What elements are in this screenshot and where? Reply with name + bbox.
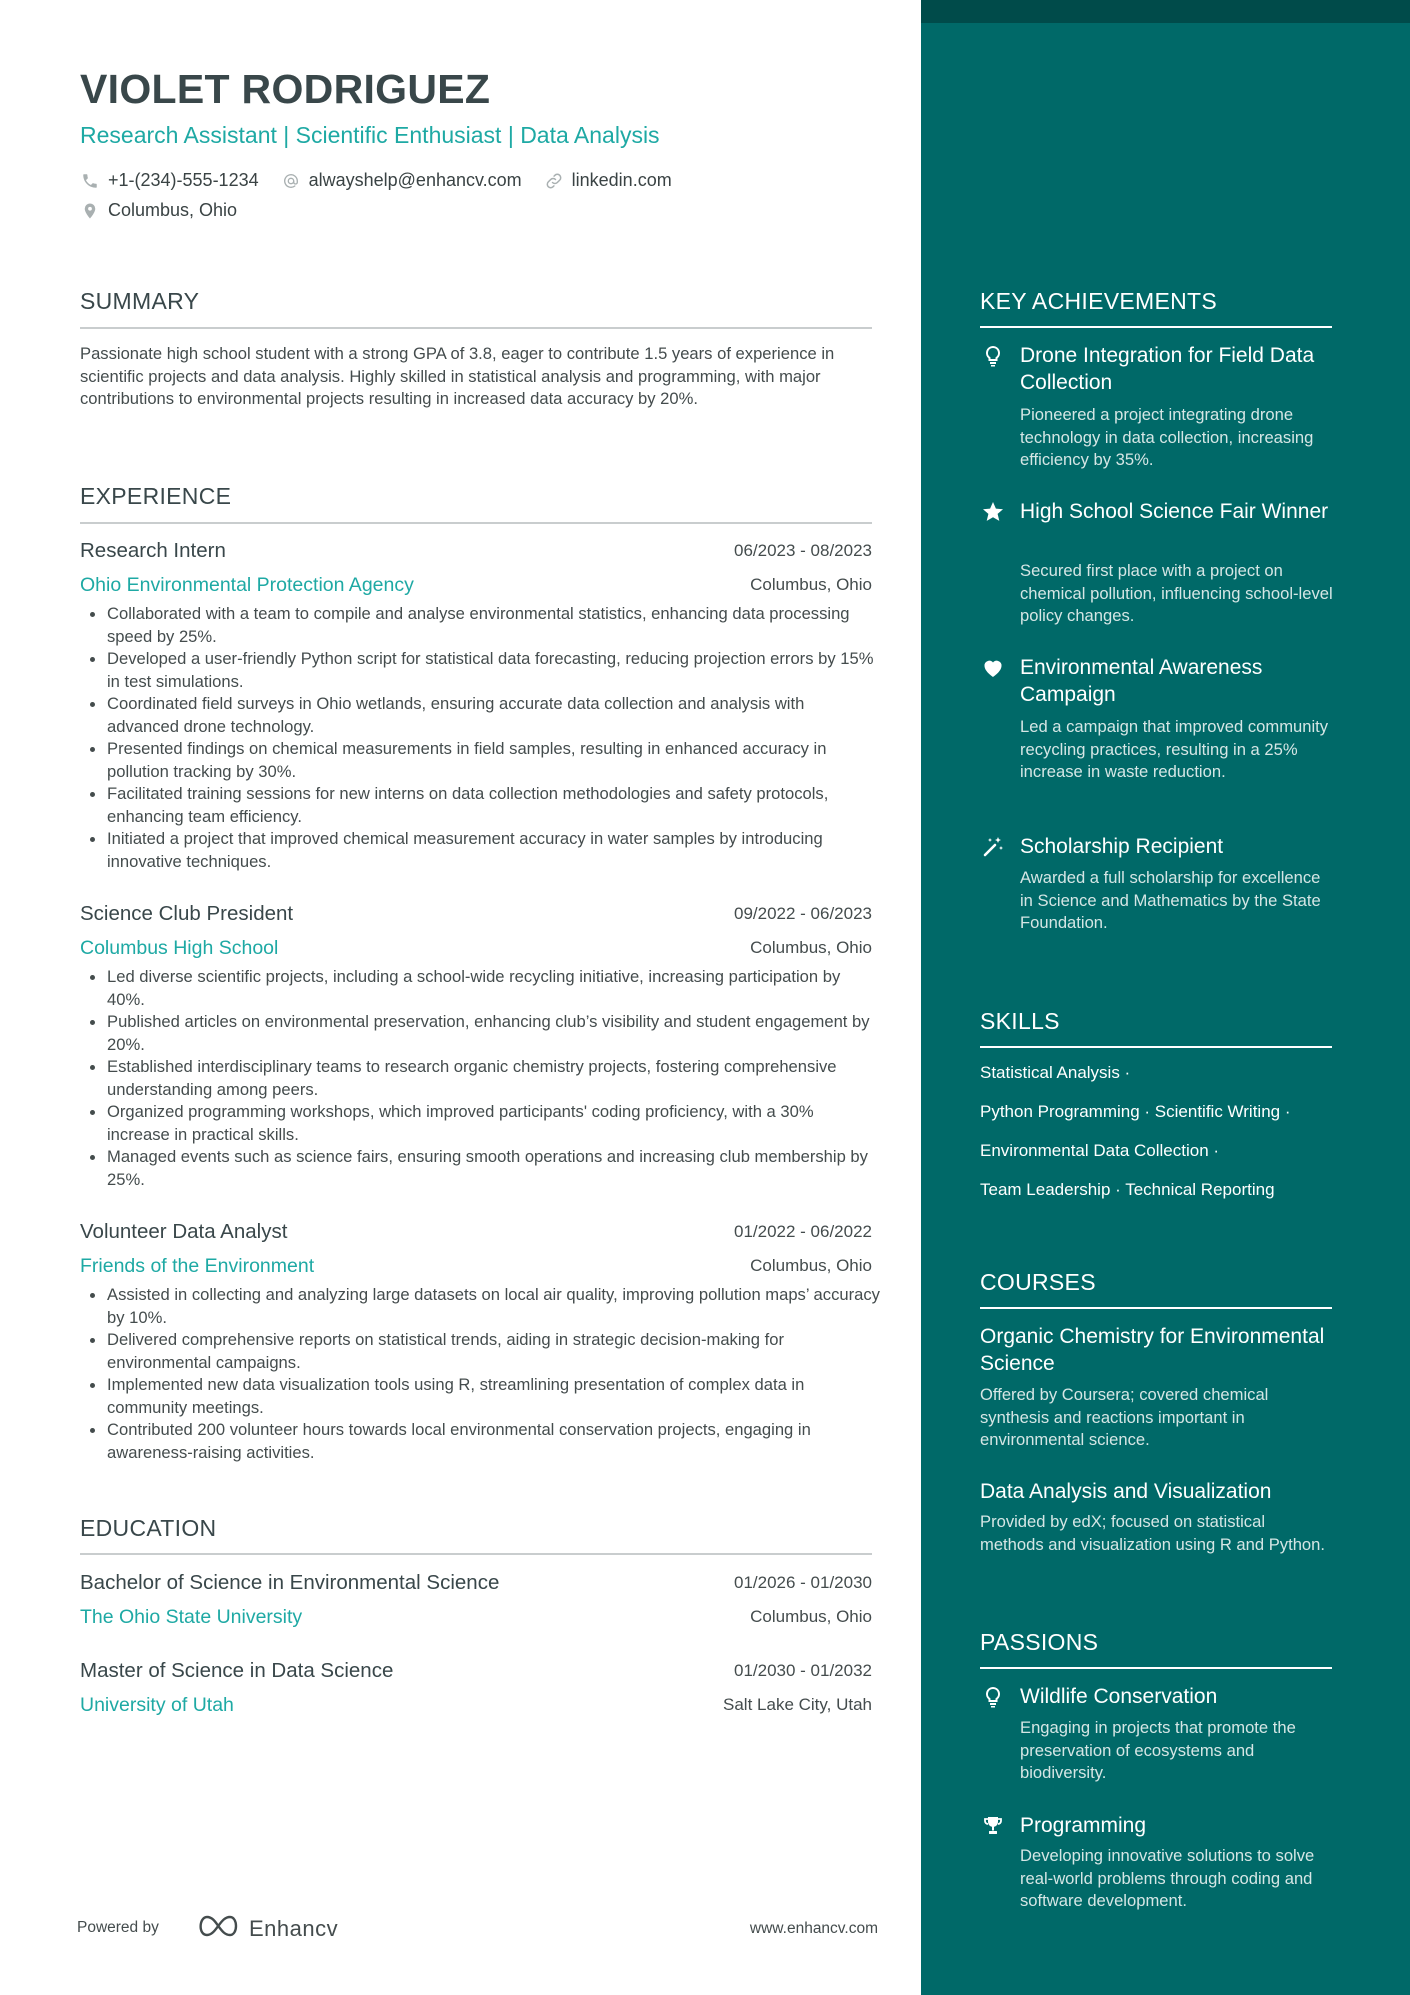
education-school: University of Utah [80, 1694, 234, 1716]
contact-location-row [80, 200, 259, 221]
bullet-item: Established interdisciplinary teams to research organic chemistry projects, fostering comprehensive understanding among peers. [80, 1056, 880, 1101]
achievement-desc: Awarded a full scholarship for excellence in Science and Mathematics by the State Foundation. [1020, 868, 1321, 932]
education-degree: Bachelor of Science in Environmental Science [80, 1571, 500, 1594]
phone-icon [80, 171, 100, 191]
lightbulb-icon [980, 1684, 1006, 1710]
education-location: Columbus, Ohio [750, 1607, 872, 1626]
experience-heading: EXPERIENCE [80, 483, 232, 509]
experience-location: Columbus, Ohio [750, 575, 872, 594]
bullet-item: Assisted in collecting and analyzing large datasets on local air quality, improving pollution maps’ accuracy by 10%. [80, 1284, 880, 1329]
candidate-name: VIOLET RODRIGUEZ [80, 66, 491, 112]
bullet-item: Contributed 200 volunteer hours towards local environmental conservation projects, engaging in awareness-raising activities. [80, 1419, 880, 1464]
course-desc: Offered by Coursera; covered chemical synthesis and reactions important in environmental science. [980, 1385, 1269, 1449]
achievement-desc: Secured first place with a project on chemical pollution, influencing school-level policy changes. [1020, 561, 1333, 625]
bullet-item: Facilitated training sessions for new interns on data collection methodologies and safety protocols, enhancing team efficiency. [80, 783, 880, 828]
skill-line: Statistical Analysis · [980, 1063, 1131, 1082]
footer-url[interactable]: www.enhancv.com [749, 1920, 878, 1937]
experience-org: Ohio Environmental Protection Agency [80, 574, 414, 596]
bullet-item: Managed events such as science fairs, ensuring smooth operations and increasing club membership by 25%. [80, 1146, 880, 1191]
passion-desc: Engaging in projects that promote the preservation of ecosystems and biodiversity. [1020, 1718, 1296, 1782]
skills-heading: SKILLS [980, 1008, 1060, 1034]
candidate-headline: Research Assistant | Scientific Enthusiast | Data Analysis [80, 122, 660, 148]
location-pin-icon [80, 201, 100, 221]
enhancv-logo[interactable] [195, 1913, 338, 1944]
education-location: Salt Lake City, Utah [723, 1695, 872, 1714]
courses-heading: COURSES [980, 1269, 1096, 1295]
experience-org: Friends of the Environment [80, 1255, 315, 1277]
experience-location: Columbus, Ohio [750, 938, 872, 957]
bullet-item: Coordinated field surveys in Ohio wetlands, ensuring accurate data collection and analysis with advanced drone technology. [80, 693, 880, 738]
experience-dates: 09/2022 - 06/2023 [733, 904, 872, 923]
heart-icon [980, 655, 1006, 681]
bullet-item: Led diverse scientific projects, including a school-wide recycling initiative, increasing participation by 40%. [80, 966, 880, 1011]
passions-heading: PASSIONS [980, 1629, 1099, 1655]
contact-row [80, 170, 694, 191]
bullet-item: Initiated a project that improved chemical measurement accuracy in water samples by introducing innovative techniques. [80, 828, 880, 873]
magic-wand-icon [980, 834, 1006, 860]
education-dates: 01/2030 - 01/2032 [733, 1661, 872, 1680]
bullet-item: Implemented new data visualization tools using R, streamlining presentation of complex data in community meetings. [80, 1374, 880, 1419]
location-text: Columbus, Ohio [108, 200, 238, 220]
lightbulb-icon [980, 343, 1006, 369]
achievement-title: Scholarship Recipient [1020, 835, 1224, 858]
education-divider [80, 1553, 872, 1555]
bullet-item: Organized programming workshops, which improved participants' coding proficiency, with a 30% increase in practical skills. [80, 1101, 880, 1146]
contact-link[interactable] [544, 170, 672, 191]
achievements-heading: KEY ACHIEVEMENTS [980, 288, 1218, 314]
passion-title: Wildlife Conservation [1020, 1685, 1218, 1708]
achievements-divider [980, 326, 1332, 328]
experience-divider [80, 522, 872, 524]
sidebar [921, 0, 1410, 1995]
experience-location: Columbus, Ohio [750, 1256, 872, 1275]
contact-phone [80, 170, 259, 191]
bullet-item: Delivered comprehensive reports on statistical trends, aiding in strategic decision-making for environmental campaigns. [80, 1329, 880, 1374]
summary-divider [80, 327, 872, 329]
achievement-title: High School Science Fair Winner [1020, 500, 1329, 523]
summary-text: Passionate high school student with a strong GPA of 3.8, eager to contribute 1.5 years of experience in scientific projects and data analysis. Highly skilled in statistical analysis and programming, with major contributions to environmental projects resulting in increased data accuracy by 20%. [80, 344, 835, 408]
star-icon [980, 499, 1006, 525]
skill-line: Environmental Data Collection · [980, 1141, 1220, 1160]
experience-role: Volunteer Data Analyst [80, 1220, 288, 1243]
experience-bullets [80, 603, 880, 873]
skills-divider [980, 1046, 1332, 1048]
course-title: Organic Chemistry for Environmental Science [980, 1325, 1325, 1375]
sidebar-top-band [921, 0, 1410, 23]
experience-dates: 06/2023 - 08/2023 [733, 541, 872, 560]
education-degree: Master of Science in Data Science [80, 1659, 394, 1682]
experience-bullets [80, 966, 880, 1191]
course-title: Data Analysis and Visualization [980, 1480, 1272, 1503]
link-icon [544, 171, 564, 191]
contact-location [80, 200, 237, 221]
email-text: alwayshelp@enhancv.com [308, 170, 522, 190]
powered-by-label: Powered by [77, 1919, 159, 1936]
education-heading: EDUCATION [80, 1515, 217, 1541]
experience-dates: 01/2022 - 06/2022 [733, 1222, 872, 1241]
bullet-item: Presented findings on chemical measurements in field samples, resulting in enhanced accuracy in pollution tracking by 30%. [80, 738, 880, 783]
passion-desc: Developing innovative solutions to solve real-world problems through coding and software development. [1020, 1846, 1315, 1910]
education-dates: 01/2026 - 01/2030 [733, 1573, 872, 1592]
bullet-item: Published articles on environmental preservation, enhancing club’s visibility and student engagement by 20%. [80, 1011, 880, 1056]
link-text: linkedin.com [571, 170, 672, 190]
experience-bullets [80, 1284, 880, 1464]
enhancv-logo-icon [195, 1913, 241, 1944]
phone-text: +1-(234)-555-1234 [108, 170, 259, 190]
skill-line: Python Programming · Scientific Writing · [980, 1102, 1291, 1121]
course-desc: Provided by edX; focused on statistical methods and visualization using R and Python. [980, 1512, 1325, 1554]
summary-heading: SUMMARY [80, 288, 200, 314]
achievement-desc: Pioneered a project integrating drone technology in data collection, increasing efficiency by 35%. [1020, 405, 1314, 469]
at-sign-icon [281, 171, 301, 191]
bullet-item: Developed a user-friendly Python script for statistical data forecasting, reducing projection errors by 15% in test simulations. [80, 648, 880, 693]
achievement-desc: Led a campaign that improved community recycling practices, resulting in a 25% increase in waste reduction. [1020, 717, 1329, 781]
courses-divider [980, 1307, 1332, 1309]
trophy-icon [980, 1813, 1006, 1839]
bullet-item: Collaborated with a team to compile and analyse environmental statistics, enhancing data processing speed by 25%. [80, 603, 880, 648]
skill-line: Team Leadership · Technical Reporting [980, 1180, 1275, 1199]
enhancv-brand-text: Enhancv [249, 1915, 339, 1941]
experience-org: Columbus High School [80, 937, 279, 959]
achievement-title: Drone Integration for Field Data Collection [1020, 344, 1315, 394]
contact-email[interactable] [281, 170, 522, 191]
passions-divider [980, 1667, 1332, 1669]
education-school: The Ohio State University [80, 1606, 303, 1628]
experience-role: Science Club President [80, 902, 294, 925]
passion-title: Programming [1020, 1814, 1147, 1837]
achievement-title: Environmental Awareness Campaign [1020, 656, 1263, 706]
experience-role: Research Intern [80, 539, 226, 562]
